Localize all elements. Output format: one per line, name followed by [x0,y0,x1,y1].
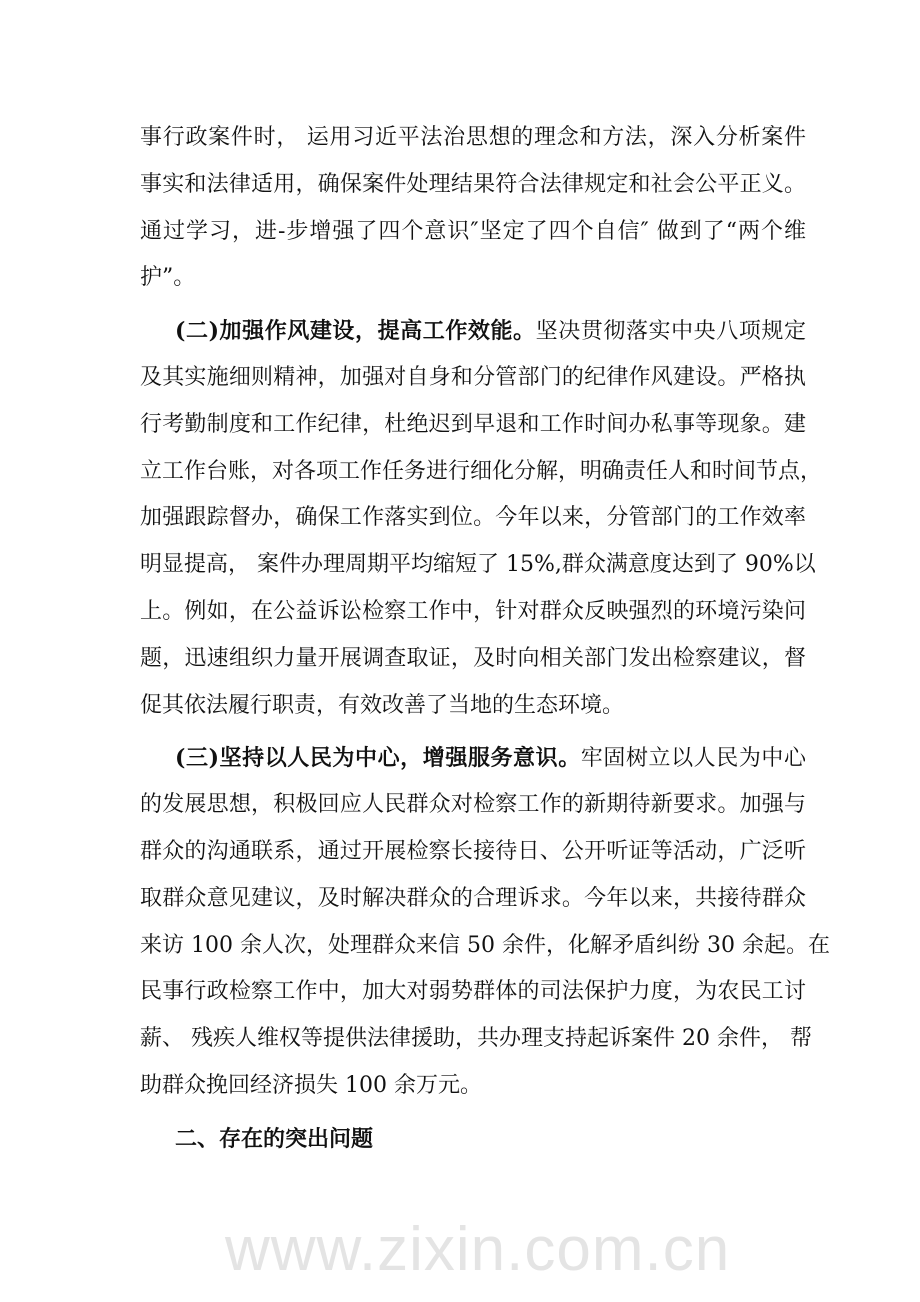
section-heading: 二、存在的突出问题 [175,1125,374,1152]
text-line: 来访 100 余人次，处理群众来信 50 余件，化解矛盾纠纷 30 余起。在 [140,932,830,958]
text-line: 明显提高， 案件办理周期平均缩短了 15%,群众满意度达到了 90%以 [140,552,816,578]
text-line [140,308,806,355]
text-line: 的发展思想，积极回应人民群众对检察工作的新期待新要求。加强与 [140,792,806,818]
document-page [140,115,830,1163]
text-line: 事实和法律适用，确保案件处理结果符合法律规定和社会公平正义。 [140,171,806,197]
text-line [140,735,806,782]
text-line: 取群众意见建议，及时解决群众的合理诉求。今年以来，共接待群众 [140,885,806,911]
text-line: 事行政案件时， 运用习近平法治思想的理念和方法，深入分析案件 [140,125,806,150]
paragraph-2 [140,308,823,729]
text-span: 坚决贯彻落实中央八项规定 [535,319,806,345]
paragraph-lead: (三)坚持以人民为中心，增强服务意识。 [175,745,581,772]
text-line: 行考勤制度和工作纪律，杜绝迟到早退和工作时间办私事等现象。建 [140,411,806,437]
paragraph-3 [140,735,830,1109]
text-line: 护”。 [140,265,196,291]
text-line: 民事行政检察工作中，加大对弱势群体的司法保护力度，为农民工讨 [140,979,806,1005]
paragraph-1 [140,115,806,302]
text-line: 立工作台账，对各项工作任务进行细化分解，明确责任人和时间节点， [140,458,823,484]
text-line: 群众的沟通联系，通过开展检察长接待日、公开听证等活动，广泛听 [140,838,806,864]
text-line: 题，迅速组织力量开展调查取证，及时向相关部门发出检察建议，督 [140,645,806,671]
text-span: 牢固树立以人民为中心 [580,746,806,772]
paragraph-lead: (二)加强作风建设，提高工作效能。 [175,318,536,345]
watermark: www.zixin.com.cn [225,1215,731,1284]
text-line: 加强跟踪督办，确保工作落实到位。今年以来，分管部门的工作效率 [140,505,806,531]
text-line: 助群众挽回经济损失 100 余万元。 [140,1072,482,1098]
text-line: 上。例如，在公益诉讼检察工作中，针对群众反映强烈的环境污染问 [140,598,806,624]
text-line: 促其依法履行职责，有效改善了当地的生态环境。 [140,692,625,718]
text-line: 及其实施细则精神，加强对自身和分管部门的纪律作风建设。严格执 [140,364,806,390]
text-line: 薪、 残疾人维权等提供法律援助，共办理支持起诉案件 20 余件， 帮 [140,1026,812,1052]
text-line: 通过学习，进-步增强了四个意识″坚定了四个自信″ 做到了“两个维 [140,218,806,244]
